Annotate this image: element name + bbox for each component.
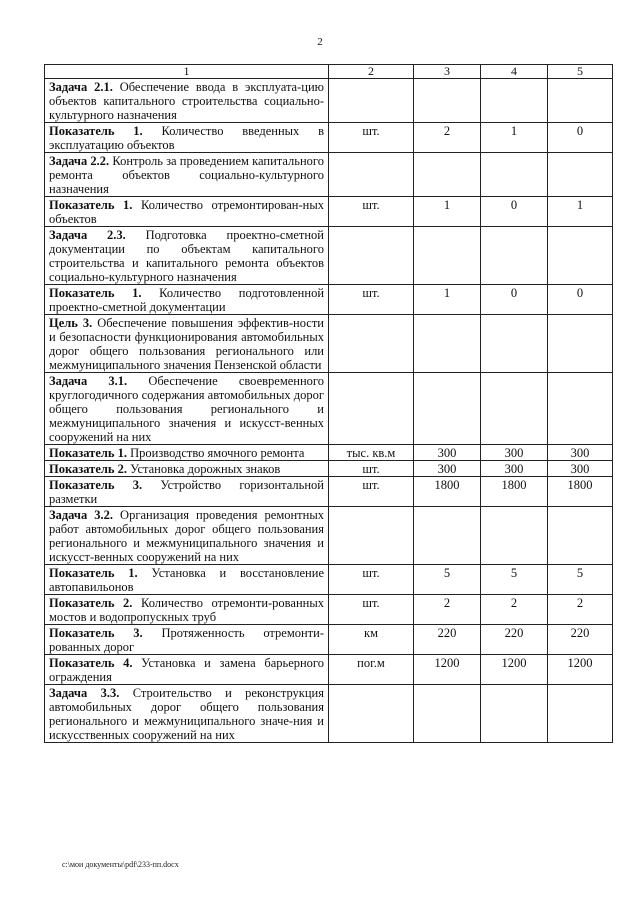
row-value-col4 (481, 685, 548, 743)
row-label: Показатель 1. (49, 446, 127, 460)
indicators-table (44, 64, 613, 743)
row-unit: пог.м (329, 655, 414, 685)
row-value-col3 (414, 507, 481, 565)
row-description (45, 595, 329, 625)
row-unit: км (329, 625, 414, 655)
row-label: Показатель 3. (49, 478, 143, 492)
row-value-col5: 300 (548, 461, 613, 477)
row-description (45, 565, 329, 595)
row-text: Установка дорожных знаков (127, 462, 281, 476)
column-header: 3 (414, 65, 481, 79)
row-unit (329, 507, 414, 565)
row-label: Показатель 1. (49, 286, 142, 300)
row-text: Протяженность отремонти-рованных дорог (49, 626, 324, 654)
row-value-col3 (414, 315, 481, 373)
row-value-col5: 1800 (548, 477, 613, 507)
row-description (45, 507, 329, 565)
row-description (45, 445, 329, 461)
row-description (45, 461, 329, 477)
file-path-footer: c:\мои документы\pdf\233-пп.docx (62, 860, 179, 869)
table-row (45, 153, 613, 197)
row-label: Задача 3.3. (49, 686, 120, 700)
column-header: 4 (481, 65, 548, 79)
row-value-col3: 300 (414, 461, 481, 477)
row-value-col4 (481, 315, 548, 373)
table-row (45, 227, 613, 285)
column-header: 1 (45, 65, 329, 79)
row-unit: шт. (329, 461, 414, 477)
row-value-col5: 300 (548, 445, 613, 461)
column-header: 5 (548, 65, 613, 79)
table-row (45, 477, 613, 507)
row-value-col5 (548, 685, 613, 743)
row-label: Показатель 2. (49, 462, 127, 476)
row-value-col3 (414, 79, 481, 123)
row-text: Производство ямочного ремонта (127, 446, 305, 460)
row-description (45, 79, 329, 123)
row-text: Устройство горизонтальной разметки (49, 478, 324, 506)
row-text: Организация проведения ремонтных работ автомобильных дорог общего пользования регионального и межмуниципального значения и искусст-венных сооружений на них (49, 508, 324, 564)
row-unit (329, 373, 414, 445)
table-row (45, 655, 613, 685)
table-header-row (45, 65, 613, 79)
row-text: Количество отремонти-рованных мостов и водопропускных труб (49, 596, 324, 624)
row-description (45, 373, 329, 445)
row-text: Количество отремонтирован-ных объектов (49, 198, 324, 226)
row-value-col3: 5 (414, 565, 481, 595)
row-description (45, 227, 329, 285)
row-text: Количество введенных в эксплуатацию объектов (49, 124, 325, 152)
table-row (45, 565, 613, 595)
row-label: Показатель 4. (49, 656, 133, 670)
row-value-col3: 220 (414, 625, 481, 655)
row-unit: шт. (329, 595, 414, 625)
row-description (45, 685, 329, 743)
row-text: Подготовка проектно-сметной документации по объектам капитального строительства и капитального ремонта объектов социально-культурного назначения (49, 228, 324, 284)
row-value-col5: 0 (548, 285, 613, 315)
row-label: Задача 3.2. (49, 508, 114, 522)
table-row (45, 625, 613, 655)
row-value-col4: 1 (481, 123, 548, 153)
row-value-col5: 220 (548, 625, 613, 655)
row-value-col4: 0 (481, 285, 548, 315)
row-label: Показатель 1. (49, 124, 143, 138)
row-unit: шт. (329, 123, 414, 153)
row-label: Показатель 1. (49, 198, 133, 212)
row-value-col5: 1 (548, 197, 613, 227)
row-label: Задача 2.1. (49, 80, 113, 94)
row-text: Установка и восстановление автопавильонов (49, 566, 324, 594)
row-value-col5: 2 (548, 595, 613, 625)
row-description (45, 477, 329, 507)
table-row (45, 461, 613, 477)
row-value-col3: 2 (414, 123, 481, 153)
row-unit: шт. (329, 477, 414, 507)
row-label: Показатель 2. (49, 596, 133, 610)
row-value-col4: 1800 (481, 477, 548, 507)
row-value-col4: 0 (481, 197, 548, 227)
row-description (45, 197, 329, 227)
row-description (45, 655, 329, 685)
row-value-col4: 1200 (481, 655, 548, 685)
row-label: Задача 3.1. (49, 374, 128, 388)
row-value-col4 (481, 507, 548, 565)
row-description (45, 285, 329, 315)
row-unit: шт. (329, 565, 414, 595)
row-label: Показатель 1. (49, 566, 138, 580)
table-row (45, 595, 613, 625)
row-label: Задача 2.2. (49, 154, 110, 168)
table-row (45, 285, 613, 315)
table-row (45, 79, 613, 123)
row-label: Задача 2.3. (49, 228, 126, 242)
row-value-col4 (481, 373, 548, 445)
row-unit (329, 79, 414, 123)
row-value-col3: 2 (414, 595, 481, 625)
row-value-col4 (481, 79, 548, 123)
row-value-col4: 220 (481, 625, 548, 655)
row-text: Обеспечение ввода в эксплуата-цию объектов капитального строительства социально-культурного назначения (49, 80, 324, 122)
row-text: Обеспечение своевременного круглогодичного содержания автомобильных дорог общего пользования регионального и межмуниципального значения и искусст-венных сооружений на них (49, 374, 324, 444)
table-row (45, 445, 613, 461)
row-value-col4: 2 (481, 595, 548, 625)
row-description (45, 315, 329, 373)
table-row (45, 315, 613, 373)
row-description (45, 123, 329, 153)
row-unit: шт. (329, 197, 414, 227)
row-value-col3 (414, 685, 481, 743)
row-value-col3: 1 (414, 285, 481, 315)
row-value-col5 (548, 315, 613, 373)
row-unit (329, 315, 414, 373)
row-value-col3: 300 (414, 445, 481, 461)
row-unit (329, 227, 414, 285)
row-text: Контроль за проведением капитального ремонта объектов социально-культурного назначения (49, 154, 324, 196)
row-unit (329, 685, 414, 743)
row-value-col5 (548, 79, 613, 123)
row-value-col3: 1800 (414, 477, 481, 507)
row-value-col4: 5 (481, 565, 548, 595)
row-value-col5 (548, 373, 613, 445)
row-value-col5: 1200 (548, 655, 613, 685)
row-value-col3: 1200 (414, 655, 481, 685)
row-text: Строительство и реконструкция автомобильных дорог общего пользования регионального и межмуниципального значе-ния и искусственных сооружений на них (49, 686, 324, 742)
row-value-col5 (548, 227, 613, 285)
row-text: Установка и замена барьерного ограждения (49, 656, 324, 684)
row-description (45, 153, 329, 197)
row-value-col4 (481, 153, 548, 197)
row-value-col4: 300 (481, 461, 548, 477)
table-row (45, 197, 613, 227)
row-value-col3 (414, 373, 481, 445)
row-unit: тыс. кв.м (329, 445, 414, 461)
row-text: Количество подготовленной проектно-сметной документации (49, 286, 325, 314)
row-unit: шт. (329, 285, 414, 315)
row-label: Цель 3. (49, 316, 93, 330)
row-label: Показатель 3. (49, 626, 143, 640)
page-number: 2 (317, 36, 323, 48)
table-row (45, 685, 613, 743)
row-value-col4 (481, 227, 548, 285)
row-value-col5: 0 (548, 123, 613, 153)
row-value-col5 (548, 153, 613, 197)
table-row (45, 507, 613, 565)
row-text: Обеспечение повышения эффектив-ности и безопасности функционирования автомобильных дорог общего пользования регионального или межмуниципального значения Пензенской области (49, 316, 324, 372)
table-row (45, 373, 613, 445)
row-value-col5: 5 (548, 565, 613, 595)
row-value-col3 (414, 227, 481, 285)
row-value-col3 (414, 153, 481, 197)
column-header: 2 (329, 65, 414, 79)
row-value-col5 (548, 507, 613, 565)
row-value-col4: 300 (481, 445, 548, 461)
row-description (45, 625, 329, 655)
row-value-col3: 1 (414, 197, 481, 227)
table-row (45, 123, 613, 153)
row-unit (329, 153, 414, 197)
